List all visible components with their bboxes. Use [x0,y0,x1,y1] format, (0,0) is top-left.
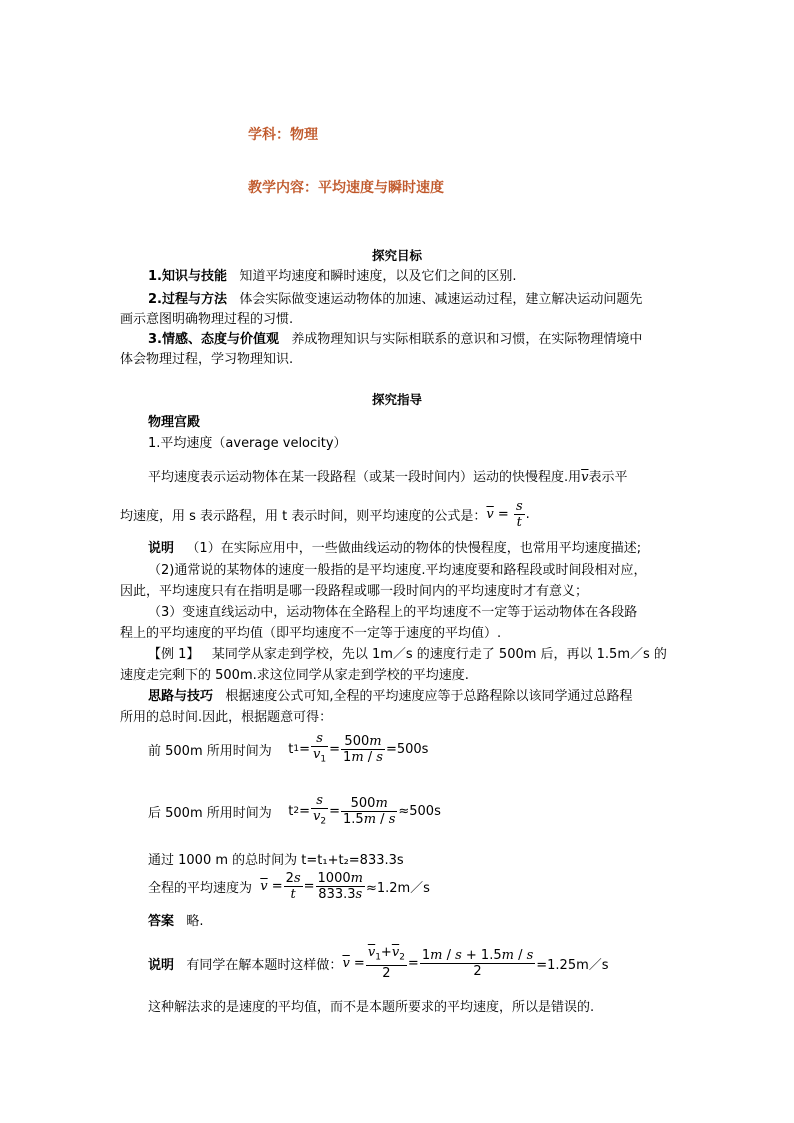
guide-title: 探究指导 [371,392,422,407]
note-1: 说明 （1）在实际应用中，一些做曲线运动的物体的快慢程度，也常用平均速度描述; [148,541,642,556]
goal-knowledge: 1.知识与技能 知道平均速度和瞬时速度，以及它们之间的区别. [148,269,517,284]
definition-line2: 均速度，用 s 表示路程，用 t 表示时间，则平均速度的公式是： $\overline{v}$ = s t . [120,498,530,530]
total-time: 通过 1000 m 的总时间为 t=t₁+t₂=833.3s [148,853,404,868]
definition-line1: 平均速度表示运动物体在某一段路程（或某一段时间内）运动的快慢程度.用$\overline{v}$表示平 [148,470,628,485]
goal-process-cont: 画示意图明确物理过程的习惯. [120,312,294,327]
example-question: 【例 1】 某同学从家走到学校，先以 1m／s 的速度行走了 500m 后，再以 1.5m／s 的 [148,647,667,662]
goals-title: 探究目标 [371,248,422,263]
goal-emotion: 3.情感、态度与价值观 养成物理知识与实际相联系的意识和习惯，在实际物理情境中 [148,332,643,347]
note-2-cont: 因此，平均速度只有在指明是哪一段路程或哪一段时间内的平均速度时才有意义； [120,584,589,599]
formula-fraction: s t [515,498,523,530]
formula-t1: 前 500m 所用时间为 t 1 = s $v_1$ = $\frac{500m}{1m / s}$ =500s [148,730,429,765]
answer: 答案 略. [148,914,204,929]
palace-heading: 物理宫殿 [148,415,201,430]
closing-remark: 这种解法求的是速度的平均值，而不是本题所要求的平均速度，所以是错误的. [148,1000,595,1015]
note-3: （3）变速直线运动中，运动物体在全路程上的平均速度不一定等于运动物体在各段路 [148,605,638,620]
example-question-cont: 速度走完剩下的 500m.求这位同学从家走到学校的平均速度. [120,668,469,683]
solution-tip-cont: 所用的总时间.因此，根据题意可得： [120,710,333,725]
content-heading: 教学内容：平均速度与瞬时速度 [248,180,444,196]
note-2: （2)通常说的某物体的速度一般指的是平均速度.平均速度要和路程段或时间段相对应， [148,563,647,578]
formula-t2: 后 500m 所用时间为 t 2 = s $v_2$ = $\frac{500m}{1.5m / s}$ ≈500s [148,792,441,827]
formula-average: 全程的平均速度为 $\overline{v}$ = 2s t = $\frac{1000m}{833.3s}$ ≈1.2m／s [148,870,430,902]
solution-tip: 思路与技巧 根据速度公式可知,全程的平均速度应等于总路程除以该同学通过总路程 [148,689,633,704]
subject-heading: 学科：物理 [248,127,318,143]
goal-emotion-cont: 体会物理过程，学习物理知识. [120,352,294,367]
note-3-cont: 程上的平均速度的平均值（即平均速度不一定等于速度的平均值）. [120,626,502,641]
goal-process: 2.过程与方法 体会实际做变速运动物体的加速、减速运动过程，建立解决运动问题先 [148,292,643,307]
topic-heading: 1.平均速度（average velocity） [148,436,347,451]
formula-wrong-method: 说明 有同学在解本题时这样做： $\overline{v}$ = $\overline{v}_1+\overline{v}_2$ 2 = $\frac{1m / s + 1.5m / s}{2}$ =1.25m／s [148,944,609,982]
